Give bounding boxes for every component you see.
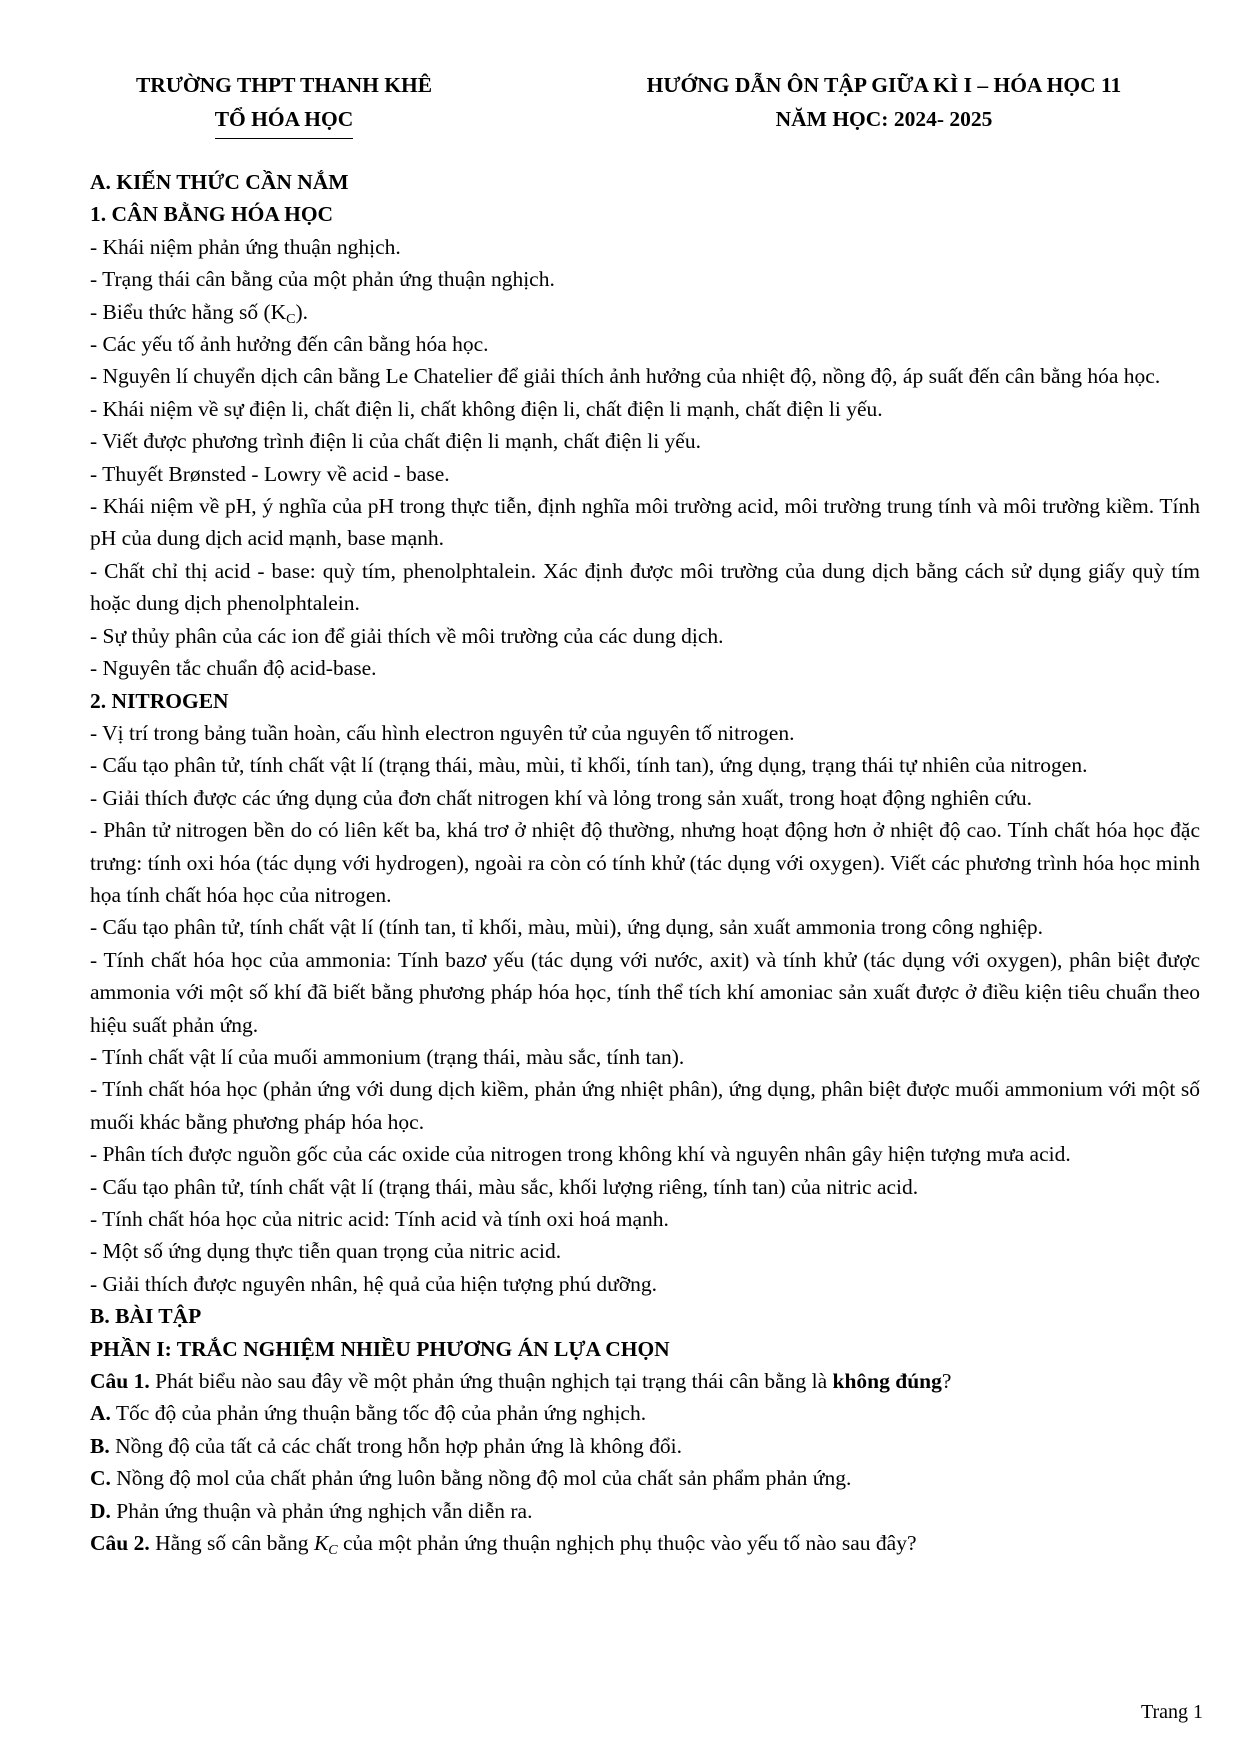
- page-number: Trang 1: [1140, 1701, 1203, 1723]
- list-item: - Sự thủy phân của các ion để giải thích về môi trường của các dung dịch.: [90, 623, 724, 648]
- question-1: Câu 1. Phát biểu nào sau đây về một phản ứng thuận nghịch tại trạng thái cân bằng là không đúng?: [90, 1369, 952, 1394]
- list-item: - Giải thích được các ứng dụng của đơn chất nitrogen khí và lỏng trong sản xuất, trong hoạt động nghiên cứu.: [90, 785, 1032, 810]
- list-item: - Tính chất hóa học của ammonia: Tính bazơ yếu (tác dụng với nước, axit) và tính khử (tác dụng với oxygen), phân biệt được ammonia với một số khí đã biết bằng phương pháp hóa học, tính thể tích khí amoniac sản xuất được ở điều kiện tiêu chuẩn theo hiệu suất phản ứng.: [90, 947, 1200, 1037]
- title-block: [610, 68, 1158, 136]
- list-item: - Nguyên tắc chuẩn độ acid-base.: [90, 656, 377, 681]
- section-b-heading: B. BÀI TẬP: [90, 1304, 202, 1329]
- list-item: - Một số ứng dụng thực tiễn quan trọng của nitric acid.: [90, 1239, 562, 1264]
- list-item: - Chất chỉ thị acid - base: quỳ tím, phenolphtalein. Xác định được môi trường của dung dịch bằng cách sử dụng giấy quỳ tím hoặc dung dịch phenolphtalein.: [90, 558, 1200, 616]
- list-item: - Cấu tạo phân tử, tính chất vật lí (tính tan, tỉ khối, màu, mùi), ứng dụng, sản xuất ammonia trong công nghiệp.: [90, 915, 1044, 940]
- emphasis: không đúng: [832, 1369, 942, 1394]
- list-item: - Tính chất vật lí của muối ammonium (trạng thái, màu sắc, tính tan).: [90, 1044, 685, 1069]
- list-item: - Các yếu tố ảnh hưởng đến cân bằng hóa học.: [90, 332, 489, 357]
- list-item: - Phân tử nitrogen bền do có liên kết ba, khá trơ ở nhiệt độ thường, nhưng hoạt động hơn ở nhiệt độ cao. Tính chất hóa học đặc trưng: tính oxi hóa (tác dụng với hydrogen), ngoài ra còn có tính khử (tác dụng với oxygen). Viết các phương trình hóa học minh họa tính chất hóa học của nitrogen.: [90, 818, 1200, 907]
- answer-option-c: C. Nồng độ mol của chất phản ứng luôn bằng nồng độ mol của chất sản phẩm phản ứng.: [90, 1466, 852, 1491]
- list-item: - Thuyết Brønsted - Lowry về acid - base.: [90, 461, 450, 486]
- list-item: - Tính chất hóa học (phản ứng với dung dịch kiềm, phản ứng nhiệt phân), ứng dụng, phân biệt được muối ammonium với một số muối khác bằng phương pháp hóa học.: [90, 1077, 1200, 1134]
- subsection-2-heading: 2. NITROGEN: [90, 688, 229, 713]
- subsection-1-heading: 1. CÂN BẰNG HÓA HỌC: [90, 202, 334, 227]
- answer-option-d: D. Phản ứng thuận và phản ứng nghịch vẫn diễn ra.: [90, 1498, 533, 1523]
- list-item: - Viết được phương trình điện li của chất điện li mạnh, chất điện li yếu.: [90, 429, 701, 454]
- part-1-heading: PHẦN I: TRẮC NGHIỆM NHIỀU PHƯƠNG ÁN LỰA CHỌN: [90, 1336, 670, 1361]
- list-item: - Nguyên lí chuyển dịch cân bằng Le Chatelier để giải thích ảnh hưởng của nhiệt độ, nồng độ, áp suất đến cân bằng hóa học.: [90, 364, 1161, 389]
- list-item: - Phân tích được nguồn gốc của các oxide của nitrogen trong không khí và nguyên nhân gây hiện tượng mưa acid.: [90, 1142, 1071, 1167]
- document-header: [90, 60, 1200, 140]
- answer-option-a: A. Tốc độ của phản ứng thuận bằng tốc độ của phản ứng nghịch.: [90, 1401, 647, 1426]
- list-item: - Trạng thái cân bằng của một phản ứng thuận nghịch.: [90, 267, 555, 292]
- section-a-heading: A. KIẾN THỨC CẦN NẮM: [90, 170, 349, 194]
- question-label: Câu 1.: [90, 1369, 150, 1394]
- list-item: - Khái niệm về sự điện li, chất điện li, chất không điện li, chất điện li mạnh, chất điện li yếu.: [90, 396, 883, 421]
- list-item: - Vị trí trong bảng tuần hoàn, cấu hình electron nguyên tử của nguyên tố nitrogen.: [90, 720, 795, 745]
- document-page: [90, 60, 1200, 1559]
- list-item: - Cấu tạo phân tử, tính chất vật lí (trạng thái, màu sắc, khối lượng riêng, tính tan) của nitric acid.: [90, 1174, 919, 1199]
- list-item: - Giải thích được nguyên nhân, hệ quả của hiện tượng phú dưỡng.: [90, 1271, 658, 1296]
- school-block: [90, 68, 478, 139]
- school-year: NĂM HỌC: 2024- 2025: [775, 107, 993, 131]
- question-2: Câu 2. Hằng số cân bằng $K_C$ của một phản ứng thuận nghịch phụ thuộc vào yếu tố nào sau đây?: [90, 1531, 917, 1559]
- department-name: TỔ HÓA HỌC: [215, 102, 354, 139]
- list-item: - Cấu tạo phân tử, tính chất vật lí (trạng thái, màu, mùi, tỉ khối, tính tan), ứng dụng, trạng thái tự nhiên của nitrogen.: [90, 753, 1088, 778]
- equilibrium-constant: $K_C$: [313, 1531, 338, 1559]
- list-item: - Khái niệm về pH, ý nghĩa của pH trong thực tiễn, định nghĩa môi trường acid, môi trường trung tính và môi trường kiềm. Tính pH của dung dịch acid mạnh, base mạnh.: [90, 494, 1200, 551]
- document-body: [90, 166, 1200, 1559]
- question-label: Câu 2.: [90, 1531, 150, 1556]
- document-title: HƯỚNG DẪN ÔN TẬP GIỮA KÌ I – HÓA HỌC 11: [646, 73, 1122, 97]
- subscript-c: C: [286, 311, 296, 327]
- list-item: - Tính chất hóa học của nitric acid: Tính acid và tính oxi hoá mạnh.: [90, 1207, 669, 1231]
- list-item: - Biểu thức hằng số $(K_C)$.: [90, 299, 309, 327]
- answer-option-b: B. Nồng độ của tất cả các chất trong hỗn hợp phản ứng là không đổi.: [90, 1433, 683, 1458]
- school-name: TRƯỜNG THPT THANH KHÊ: [135, 73, 433, 97]
- list-item: - Khái niệm phản ứng thuận nghịch.: [90, 234, 401, 259]
